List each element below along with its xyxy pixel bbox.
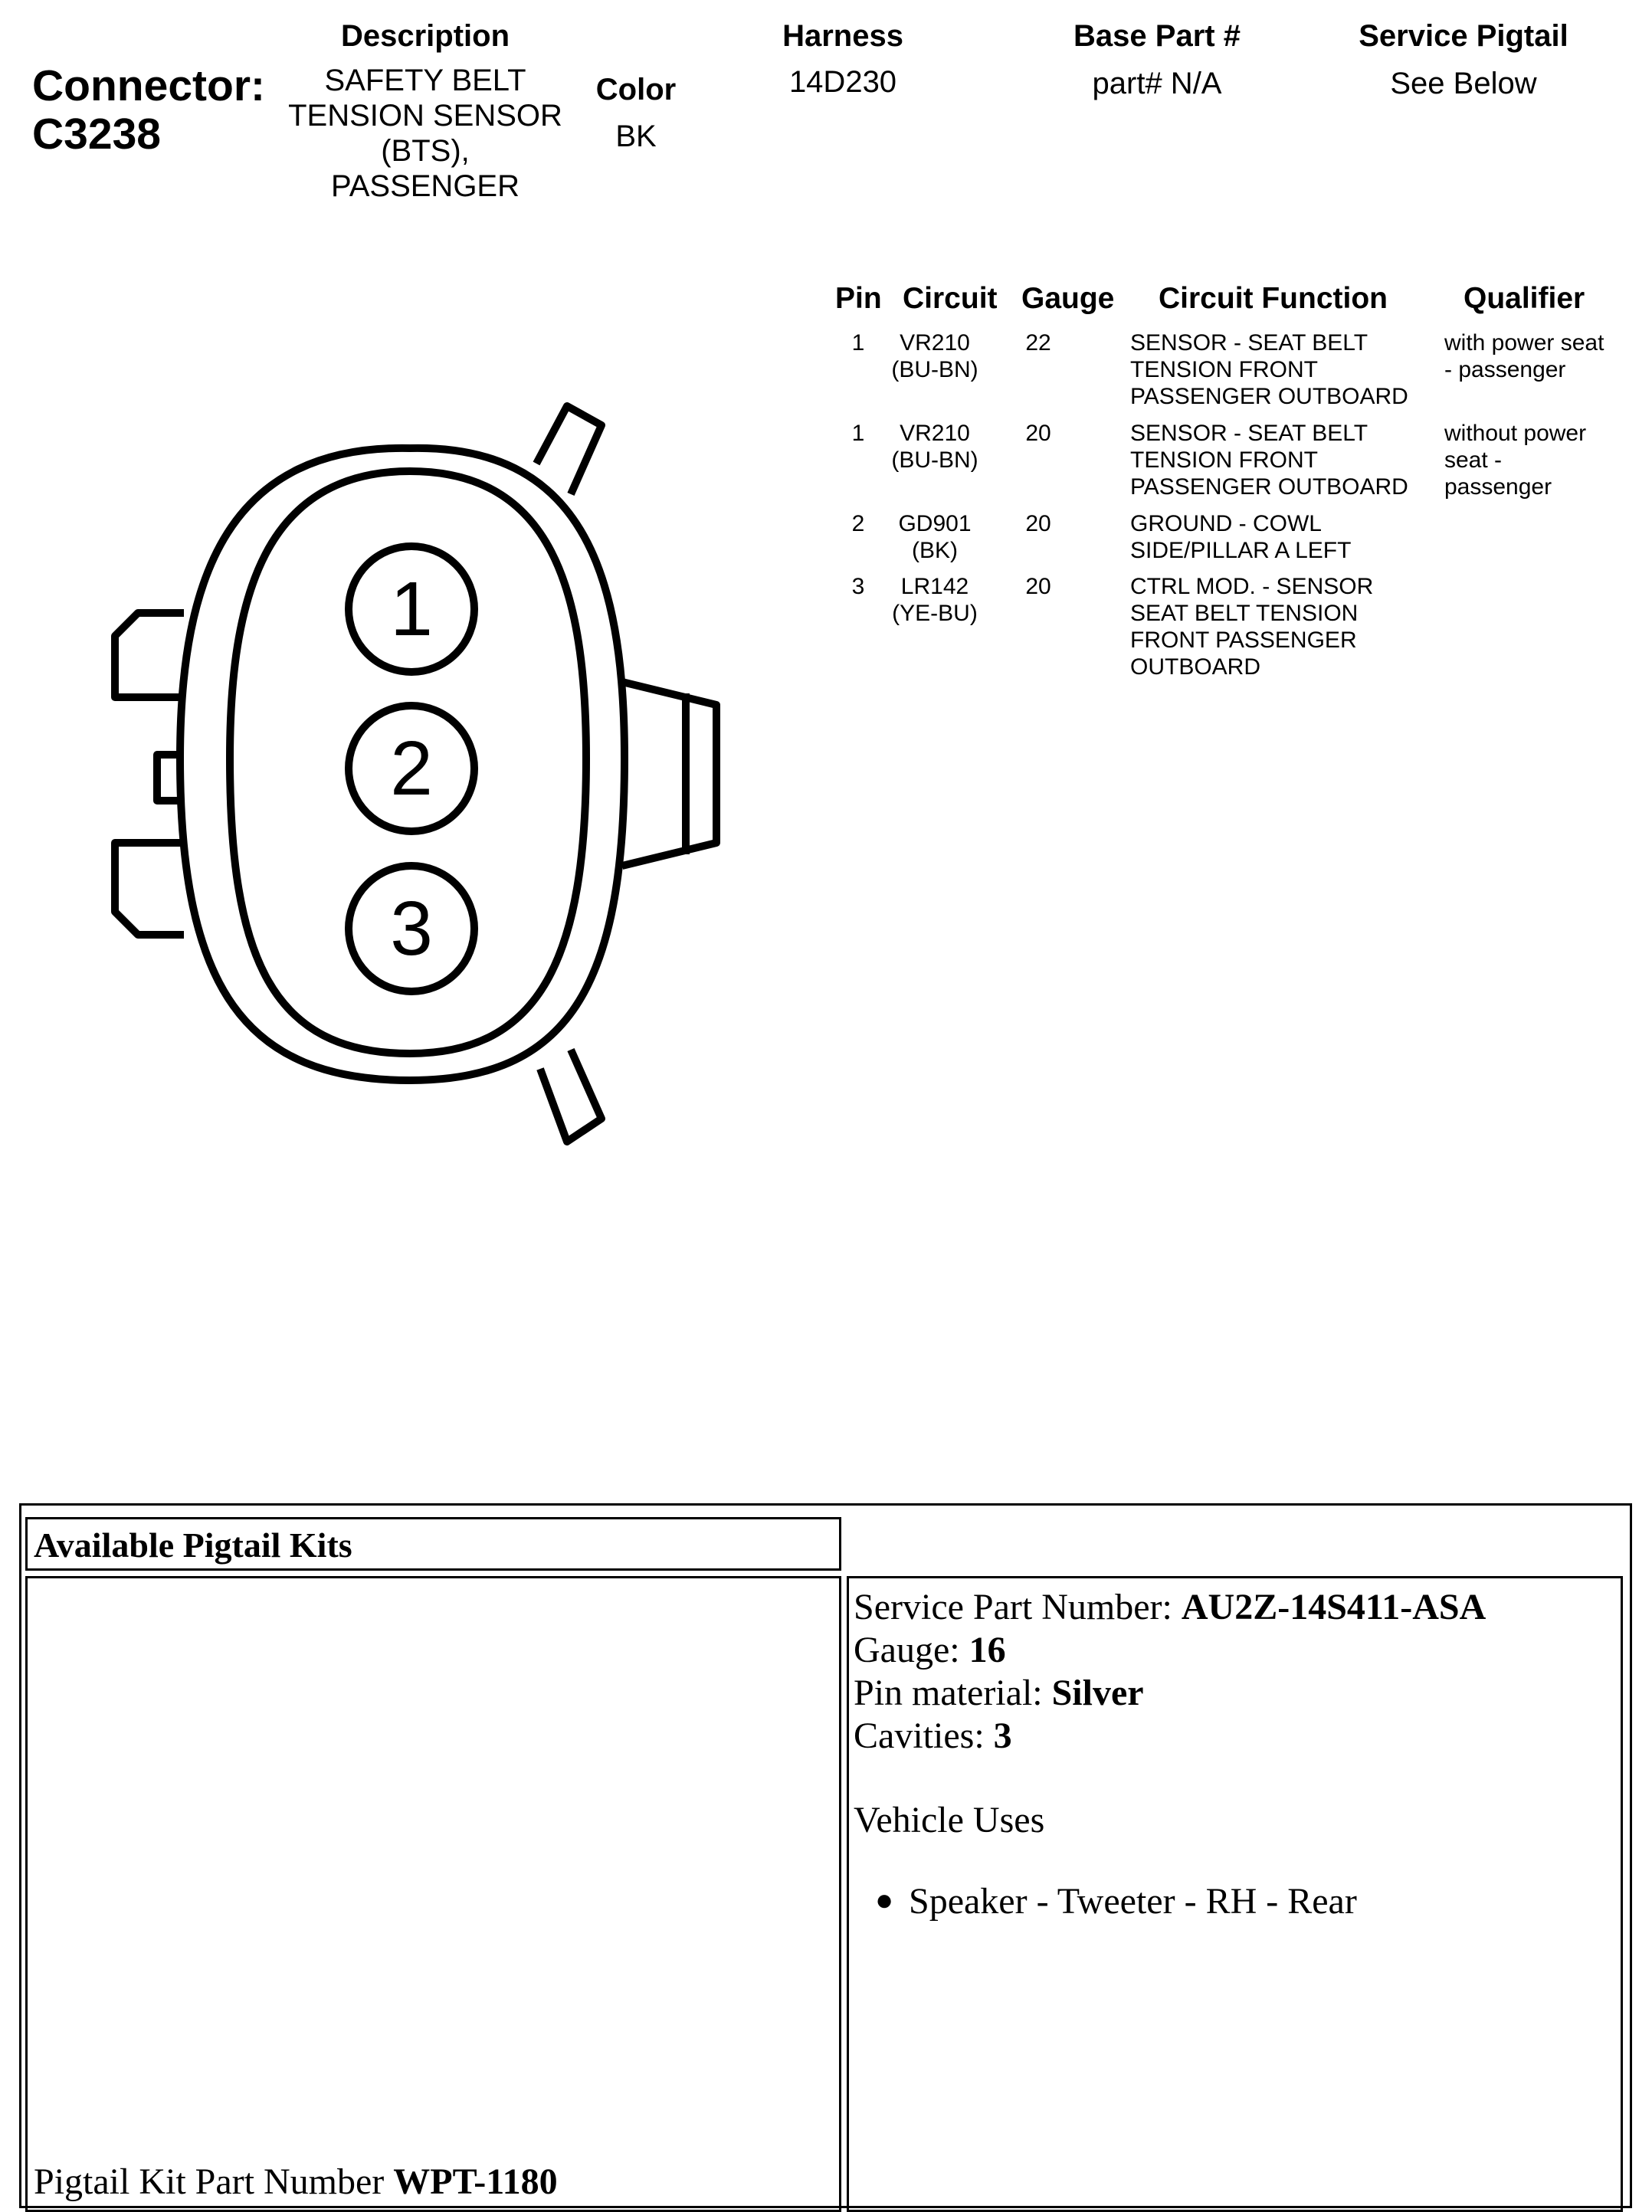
description-line: TENSION SENSOR [288,99,562,133]
base-part-value: part# N/A [1092,67,1222,100]
key-left-lower [115,843,184,935]
function-cell: CTRL MOD. - SENSOR SEAT BELT TENSION FRONT PASSENGER OUTBOARD [1130,574,1374,680]
circuit-cell: VR210 (BU-BN) [891,421,978,473]
service-part-value: AU2Z-14S411-ASA [1181,1587,1486,1627]
service-pigtail-label: Service Pigtail [1359,19,1568,53]
description-line: SAFETY BELT [324,64,526,97]
description-line: PASSENGER [331,169,520,203]
gauge-cell: 20 [1025,511,1051,536]
cavity-3-label: 3 [390,886,433,972]
list-item [875,1880,1486,1922]
circuit-cell: LR142 (YE-BU) [892,574,978,626]
function-header: Circuit Function [1159,282,1388,315]
color-value: BK [615,120,657,153]
pin-cell: 1 [851,421,865,446]
service-part-line [854,1586,1486,1629]
gauge-header: Gauge [1021,282,1115,315]
latch-bottom [540,1050,601,1142]
cavities-label: Cavities: [854,1716,994,1756]
cavity-2-label: 2 [390,726,433,811]
gauge-label: Gauge: [854,1630,969,1670]
function-cell: SENSOR - SEAT BELT TENSION FRONT PASSENGER OUTBOARD [1130,421,1408,500]
connector-label: Connector: [32,61,265,110]
gauge-cell: 20 [1025,574,1051,599]
qualifier-cell: without power seat - passenger [1444,421,1587,500]
function-cell: SENSOR - SEAT BELT TENSION FRONT PASSENGER OUTBOARD [1130,330,1408,409]
cavities-value: 3 [993,1716,1012,1756]
pigtail-details-box [847,1576,1623,2212]
gauge-cell: 20 [1025,421,1051,446]
service-part-label: Service Part Number: [854,1587,1182,1627]
pigtail-title: Available Pigtail Kits [34,1525,352,1565]
function-cell: GROUND - COWL SIDE/PILLAR A LEFT [1130,511,1352,563]
pin-header: Pin [835,282,882,315]
gauge-line [854,1629,1486,1672]
cavities-line [854,1715,1486,1758]
service-pigtail-value: See Below [1390,67,1537,100]
qualifier-cell: with power seat - passenger [1444,330,1604,382]
kit-part-value: WPT-1180 [393,2161,558,2202]
gauge-cell: 22 [1025,330,1051,356]
qualifier-header: Qualifier [1464,282,1585,315]
harness-label: Harness [782,19,903,53]
base-part-label: Base Part # [1073,19,1241,53]
latch-top [536,406,601,494]
pin-material-label: Pin material: [854,1673,1052,1713]
pigtail-title-box [25,1517,841,1571]
key-right [622,682,716,866]
description-label: Description [340,19,510,53]
harness-value: 14D230 [788,65,897,99]
circuit-cell: GD901 (BK) [898,511,972,563]
vehicle-uses-label: Vehicle Uses [854,1800,1045,1840]
vehicle-use-item: Speaker - Tweeter - RH - Rear [909,1881,1357,1922]
bullet-icon: ● [875,1883,894,1917]
pin-material-value: Silver [1051,1673,1144,1713]
description-line: (BTS), [381,134,470,168]
kit-part-label: Pigtail Kit Part Number [34,2161,394,2202]
color-label: Color [595,73,677,107]
pin-cell: 2 [851,511,865,536]
gauge-value: 16 [969,1630,1006,1670]
circuit-cell: VR210 (BU-BN) [891,330,978,382]
pin-cell: 1 [851,330,865,356]
pin-cell: 3 [851,574,865,599]
circuit-header: Circuit [903,282,998,315]
kit-part-number [34,2161,558,2204]
connector-id: C3238 [32,110,161,159]
pigtail-specs [854,1586,1486,1922]
pin-material-line [854,1672,1486,1715]
key-left-upper [115,613,184,697]
pigtail-image-box [25,1576,841,2212]
cavity-1-label: 1 [390,566,433,652]
